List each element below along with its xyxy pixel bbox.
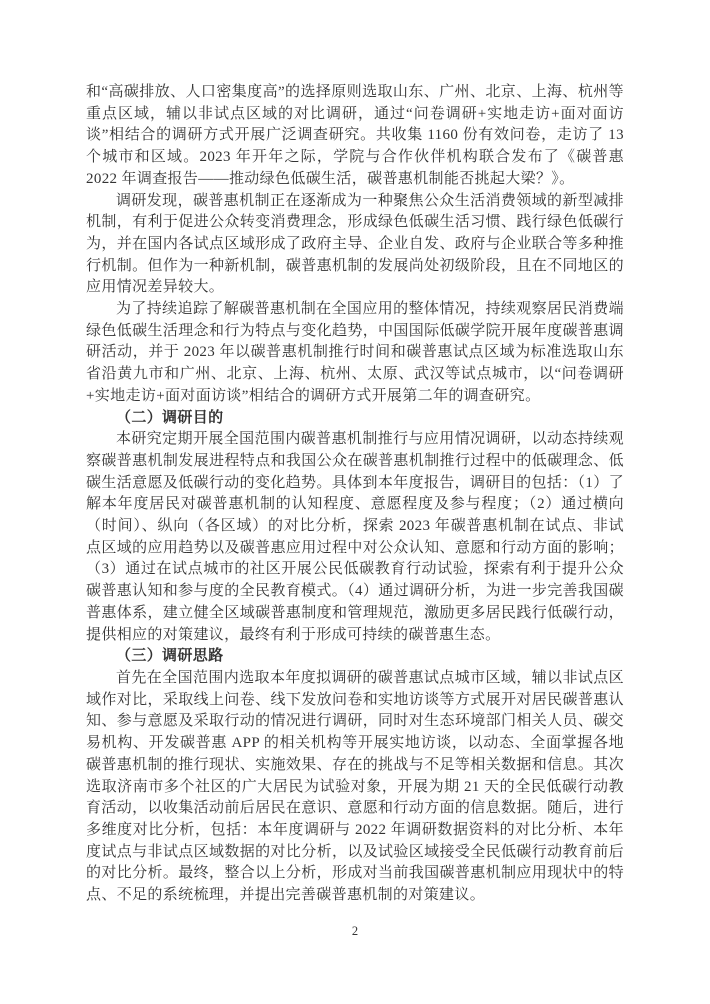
- document-body: [86, 82, 624, 907]
- section-heading-survey-purpose: （二）调研目的: [116, 409, 224, 426]
- paragraph: 为了持续追踪了解碳普惠机制在全国应用的整体情况，持续观察居民消费端绿色低碳生活理念和行为特点与变化趋势，中国国际低碳学院开展年度碳普惠调研活动，并于 2023 年以碳普惠机制推行时间和碳普惠试点区域为标准选取山东省沿黄九市和广州、北京、上海、杭州、太原、武汉等试点城市，以“问卷调研+实地走访+面对面访谈”相结合的调研方式开展第二年的调查研究。: [86, 301, 624, 404]
- page-number: 2: [351, 924, 359, 938]
- paragraph: 本研究定期开展全国范围内碳普惠机制推行与应用情况调研，以动态持续观察碳普惠机制发展进程特点和我国公众在碳普惠机制推行过程中的低碳理念、低碳生活意愿及低碳行动的变化趋势。具体到本年度报告，调研目的包括：（1）了解本年度居民对碳普惠机制的认知程度、意愿程度及参与程度；（2）通过横向（时间）、纵向（各区域）的对比分析，探索 2023 年碳普惠机制在试点、非试点区域的应用趋势以及碳普惠应用过程中对公众认知、意愿和行动方面的影响；（3）通过在试点城市的社区开展公民低碳教育行动试验，探索有利于提升公众碳普惠认知和参与度的全民教育模式。（4）通过调研分析，为进一步完善我国碳普惠体系，建立健全区域碳普惠制度和管理规范，激励更多居民践行低碳行动，提供相应的对策建议，最终有利于形成可持续的碳普惠生态。: [86, 431, 624, 643]
- paragraph-continuation: 和“高碳排放、人口密集度高”的选择原则选取山东、广州、北京、上海、杭州等重点区域，辅以非试点区域的对比调研，通过“问卷调研+实地走访+面对面访谈”相结合的调研方式开展广泛调查研究。共收集 1160 份有效问卷，走访了 13 个城市和区域。2023 年开年之际，学院与合作伙伴机构联合发布了《碳普惠 2022 年调查报告——推动绿色低碳生活，碳普惠机制能否挑起大梁？》。: [86, 84, 624, 187]
- paragraph: 调研发现，碳普惠机制正在逐渐成为一种聚焦公众生活消费领域的新型减排机制，有利于促进公众转变消费理念，形成绿色低碳生活习惯、践行绿色低碳行为，并在国内各试点区域形成了政府主导、企业自发、政府与企业联合等多种推行机制。但作为一种新机制，碳普惠机制的发展尚处初级阶段，且在不同地区的应用情况差异较大。: [86, 192, 624, 296]
- section-heading-survey-approach: （三）调研思路: [116, 648, 224, 665]
- paragraph: 首先在全国范围内选取本年度拟调研的碳普惠试点城市区域，辅以非试点区域作对比，采取线上问卷、线下发放问卷和实地访谈等方式展开对居民碳普惠认知、参与意愿及采取行动的情况进行调研，同时对生态环境部门相关人员、碳交易机构、开发碳普惠 APP 的相关机构等开展实地访谈，以动态、全面掌握各地碳普惠机制的推行现状、实施效果、存在的挑战与不足等相关数据和信息。其次选取济南市多个社区的广大居民为试验对象，开展为期 21 天的全民低碳行动教育活动，以收集活动前后居民在意识、意愿和行动方面的信息数据。随后，进行多维度对比分析，包括：本年度调研与 2022 年调研数据资料的对比分析、本年度试点与非试点区域数据的对比分析，以及试验区域接受全民低碳行动教育前后的对比分析。最终，整合以上分析，形成对当前我国碳普惠机制应用现状中的特点、不足的系统梳理，并提出完善碳普惠机制的对策建议。: [86, 669, 624, 904]
